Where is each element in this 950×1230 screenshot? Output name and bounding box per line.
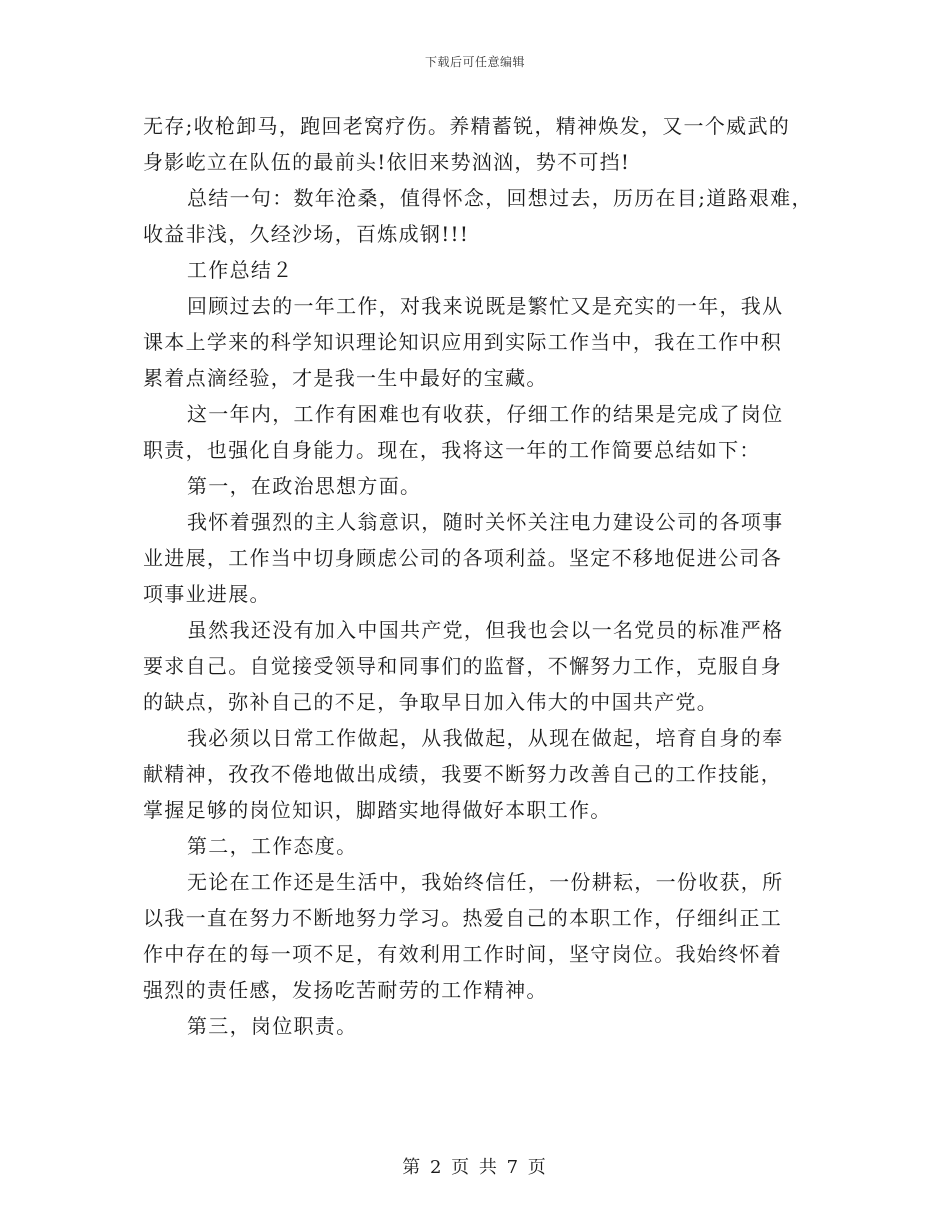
paragraph xyxy=(143,828,823,864)
paragraph-line: 第三，岗位职责。 xyxy=(187,1014,358,1038)
paragraph-line: 作中存在的每一项不足，有效利用工作时间，坚守岗位。我始终怀着 xyxy=(143,942,782,966)
paragraph-line: 我怀着强烈的主人翁意识，随时关怀关注电力建设公司的各项事 xyxy=(187,510,784,534)
header-note: 下载后可任意编辑 xyxy=(424,55,525,69)
paragraph-line: 收益非浅，久经沙场，百炼成钢!!! xyxy=(143,222,470,246)
paragraph xyxy=(143,504,823,612)
paragraph-line: 无存;收枪卸马，跑回老窝疗伤。养精蓄锐，精神焕发，又一个威武的 xyxy=(143,114,791,138)
paragraph-line: 累着点滴经验，才是我一生中最好的宝藏。 xyxy=(143,366,548,390)
paragraph-line: 总结一句：数年沧桑，值得怀念，回想过去，历历在目;道路艰难， xyxy=(187,186,813,210)
paragraph xyxy=(143,180,823,252)
paragraph xyxy=(143,108,823,180)
paragraph-line: 以我一直在努力不断地努力学习。热爱自己的本职工作，仔细纠正工 xyxy=(143,906,782,930)
paragraph-line: 第一，在政治思想方面。 xyxy=(187,474,422,498)
paragraph xyxy=(143,396,823,468)
paragraph xyxy=(143,864,823,1008)
paragraph-line: 回顾过去的一年工作，对我来说既是繁忙又是充实的一年，我从 xyxy=(187,294,784,318)
paragraph xyxy=(143,252,823,288)
paragraph xyxy=(143,1008,823,1044)
paragraph-line: 项事业进展。 xyxy=(143,582,271,606)
paragraph-line: 工作总结２ xyxy=(187,258,294,282)
page-footer xyxy=(0,1153,950,1179)
paragraph xyxy=(143,612,823,720)
paragraph-line: 第二，工作态度。 xyxy=(187,834,358,858)
paragraph-line: 业进展，工作当中切身顾虑公司的各项利益。坚定不移地促进公司各 xyxy=(143,546,782,570)
paragraph-line: 课本上学来的科学知识理论知识应用到实际工作当中，我在工作中积 xyxy=(143,330,782,354)
paragraph xyxy=(143,288,823,396)
paragraph-line: 掌握足够的岗位知识，脚踏实地得做好本职工作。 xyxy=(143,798,612,822)
paragraph-line: 的缺点，弥补自己的不足，争取早日加入伟大的中国共产党。 xyxy=(143,690,719,714)
page-number: 第 2 页 共 7 页 xyxy=(402,1157,548,1178)
paragraph xyxy=(143,720,823,828)
paragraph-line: 强烈的责任感，发扬吃苦耐劳的工作精神。 xyxy=(143,978,548,1002)
page-header xyxy=(0,53,950,70)
paragraph-line: 身影屹立在队伍的最前头!依旧来势汹汹，势不可挡! xyxy=(143,150,631,174)
paragraph-line: 我必须以日常工作做起，从我做起，从现在做起，培育自身的奉 xyxy=(187,726,784,750)
document-body xyxy=(143,108,823,1044)
paragraph-line: 无论在工作还是生活中，我始终信任，一份耕耘，一份收获，所 xyxy=(187,870,784,894)
paragraph xyxy=(143,468,823,504)
paragraph-line: 这一年内，工作有困难也有收获，仔细工作的结果是完成了岗位 xyxy=(187,402,784,426)
paragraph-line: 虽然我还没有加入中国共产党，但我也会以一名党员的标准严格 xyxy=(187,618,784,642)
paragraph-line: 要求自己。自觉接受领导和同事们的监督，不懈努力工作，克服自身 xyxy=(143,654,782,678)
paragraph-line: 职责，也强化自身能力。现在，我将这一年的工作简要总结如下： xyxy=(143,438,761,462)
paragraph-line: 献精神，孜孜不倦地做出成绩，我要不断努力改善自己的工作技能， xyxy=(143,762,782,786)
